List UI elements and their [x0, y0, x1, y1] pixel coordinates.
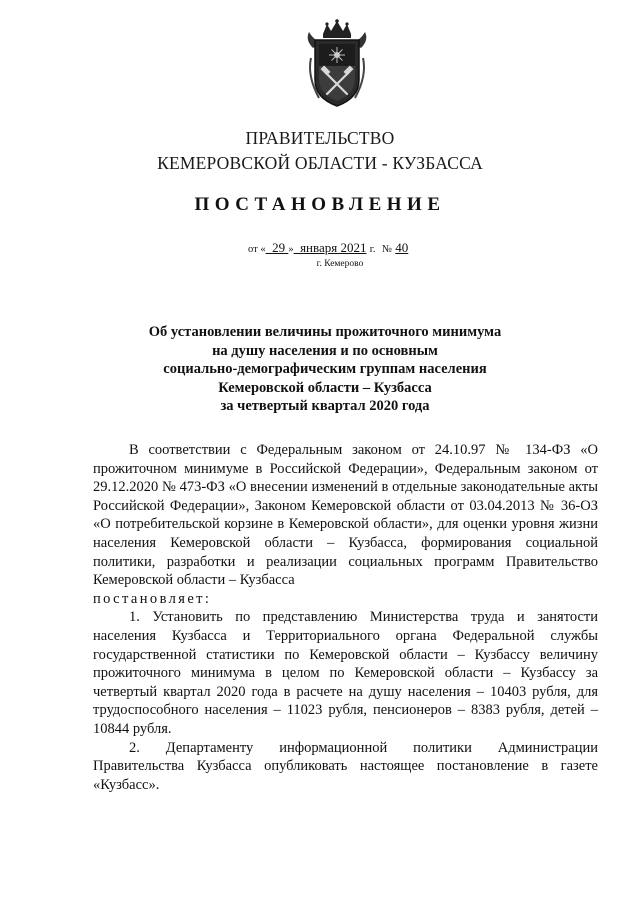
number-prefix: № — [381, 244, 393, 255]
organization-name-line2: КЕМЕРОВСКОЙ ОБЛАСТИ - КУЗБАССА — [157, 153, 483, 173]
title-line: Кемеровской области – Кузбасса — [218, 379, 432, 396]
date-prefix: от « — [248, 244, 266, 255]
item-1-paragraph: 1. Установить по представлению Министерства труда и занятости населения Кузбасса и Территориального органа Федеральной службы государственной статистики по Кемеровской области – Кузбассу величину прожиточного минимума в целом по Кемеровской области – Кузбассу за четвертый квартал 2020 года в расчете на душу населения – 10403 рубля, для трудоспособного населения – 11023 рубля, пенсионеров – 8383 рубля, детей – 10844 рубля. — [93, 609, 598, 737]
date-number-line — [248, 240, 408, 256]
preamble-paragraph: В соответствии с Федеральным законом от 24.10.97 № 134-ФЗ «О прожиточном минимуме в Российской Федерации», Федеральным законом от 29.12.2020 № 473-ФЗ «О внесении изменений в отдельные законодательные акты Российской Федерации», Законом Кемеровской области от 03.04.2013 № 36-ОЗ «О потребительской корзине в Кемеровской области», для оценки уровня жизни населения Кемеровской области – Кузбасса, формирования социальной политики, разработки и реализации социальных программ Правительство Кемеровской области – Кузбасса — [93, 442, 598, 589]
date-month-year: января 2021 — [300, 240, 367, 255]
title-line: Об установлении величины прожиточного минимума — [148, 324, 502, 340]
date-year-suffix: г. — [369, 244, 376, 255]
kemerovo-coat-of-arms-icon — [301, 18, 373, 110]
resolves-word: постановляет: — [93, 590, 212, 607]
title-line: на душу населения и по основным — [212, 342, 438, 359]
item-2-paragraph: 2. Департаменту информационной политики Администрации Правительства Кузбасса опубликовать настоящее постановление в газете «Кузбасс». — [93, 739, 598, 793]
title-line: социально-демографическим группам населения — [163, 361, 487, 377]
document-title — [100, 323, 550, 416]
title-line: за четвертый квартал 2020 года — [220, 398, 430, 414]
date-day: 29 — [272, 240, 286, 255]
document-type-heading: ПОСТАНОВЛЕНИЕ — [194, 194, 446, 215]
document-body — [93, 441, 598, 794]
date-mid: » — [288, 244, 294, 255]
document-number: 40 — [395, 240, 409, 255]
city-line: г. Кемерово — [316, 259, 364, 269]
organization-name-line1: ПРАВИТЕЛЬСТВО — [245, 128, 395, 148]
